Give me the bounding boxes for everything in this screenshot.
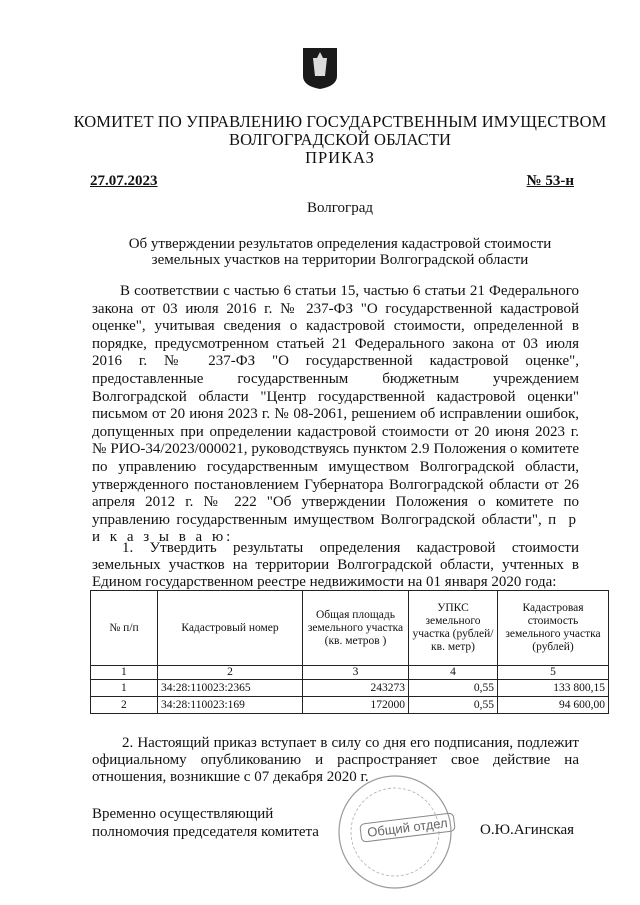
table-cell: 4 (409, 666, 498, 680)
table-cell: 34:28:110023:169 (158, 697, 303, 714)
committee-title: КОМИТЕТ ПО УПРАВЛЕНИЮ ГОСУДАРСТВЕННЫМ ИМУЩЕСТВОМ (73, 112, 607, 131)
table-cell: 2 (158, 666, 303, 680)
table-cell: 94 600,00 (498, 697, 609, 714)
table-cell: 5 (498, 666, 609, 680)
order-subject (70, 236, 610, 268)
table-cell: 0,55 (409, 697, 498, 714)
subject-line: земельных участков на территории Волгоградской области (151, 252, 529, 268)
table-header: Общая площадь земельного участка (кв. метров ) (303, 591, 409, 666)
coat-of-arms-icon (301, 46, 339, 90)
table-header-row (91, 591, 609, 666)
table-index-row (91, 666, 609, 680)
preamble-text: В соответствии с частью 6 статьи 15, частью 6 статьи 21 Федерального закона от 03 июля 2016 г. № 237-ФЗ "О государственной кадастровой оценке", учитывая сведения о кадастровой стоимости, определенной в порядке, предусмотренном статьей 21 Федерального закона от 03 июля 2016 г. № 237-ФЗ "О государственной кадастровой оценке", предоставленные государственным бюджетным учреждением Волгоградской области "Центр государственной кадастровой оценки" письмом от 20 июня 2023 г. № 08-2061, решением об исправлении ошибок, допущенных при определении кадастровой стоимости от 20 июня 2023 г. № РИО-34/2023/000021, руководствуясь пунктом 2.9 Положения о комитете по управлению государственным имуществом Волгоградской области, утвержденного постановлением Губернатора Волгоградской области от 26 апреля 2012 г. № 222 "Об утверждении Положения о комитете по управлению государственным имуществом Волгоградской области", (92, 283, 579, 528)
cadastral-table (90, 590, 609, 714)
table-cell: 243273 (303, 680, 409, 697)
order-date: 27.07.2023 (90, 173, 158, 189)
order-city: Волгоград (306, 200, 373, 216)
table-cell: 2 (91, 697, 158, 714)
table-cell: 3 (303, 666, 409, 680)
table-cell: 1 (91, 666, 158, 680)
stamp-label: Общий отдел (359, 812, 455, 842)
table-cell: 0,55 (409, 680, 498, 697)
order-item-1: 1. Утвердить результаты определения кадастровой стоимости земельных участков на территории Волгоградской области, учтенных в Едином государственном реестре недвижимости на 01 января 2020 года: (92, 540, 579, 590)
position-line: полномочия председателя комитета (92, 824, 319, 840)
table-row (91, 680, 609, 697)
position-line: Временно осуществляющий (92, 806, 274, 822)
table-cell: 1 (91, 680, 158, 697)
subject-line: Об утверждении результатов определения кадастровой стоимости (128, 236, 552, 252)
table-row (91, 697, 609, 714)
preamble (92, 283, 579, 547)
table-header: Кадастровая стоимость земельного участка (рублей) (498, 591, 609, 666)
committee-region: ВОЛГОГРАДСКОЙ ОБЛАСТИ (228, 130, 452, 149)
table-header: УПКС земельного участка (рублей/кв. метр) (409, 591, 498, 666)
table-header: № п/п (91, 591, 158, 666)
signatory-position (92, 805, 319, 841)
document-type: ПРИКАЗ (305, 148, 375, 167)
order-number: № 53-н (526, 173, 574, 189)
table-header: Кадастровый номер (158, 591, 303, 666)
table-cell: 133 800,15 (498, 680, 609, 697)
signatory-name: О.Ю.Агинская (480, 822, 575, 838)
order-item-2: 2. Настоящий приказ вступает в силу со дня его подписания, подлежит официальному опубликованию и распространяет свое действие на отношения, возникшие с 07 декабря 2020 г. (92, 735, 579, 785)
table-cell: 172000 (303, 697, 409, 714)
table-cell: 34:28:110023:2365 (158, 680, 303, 697)
order-word: п р и к а з ы в а ю: (92, 511, 580, 546)
